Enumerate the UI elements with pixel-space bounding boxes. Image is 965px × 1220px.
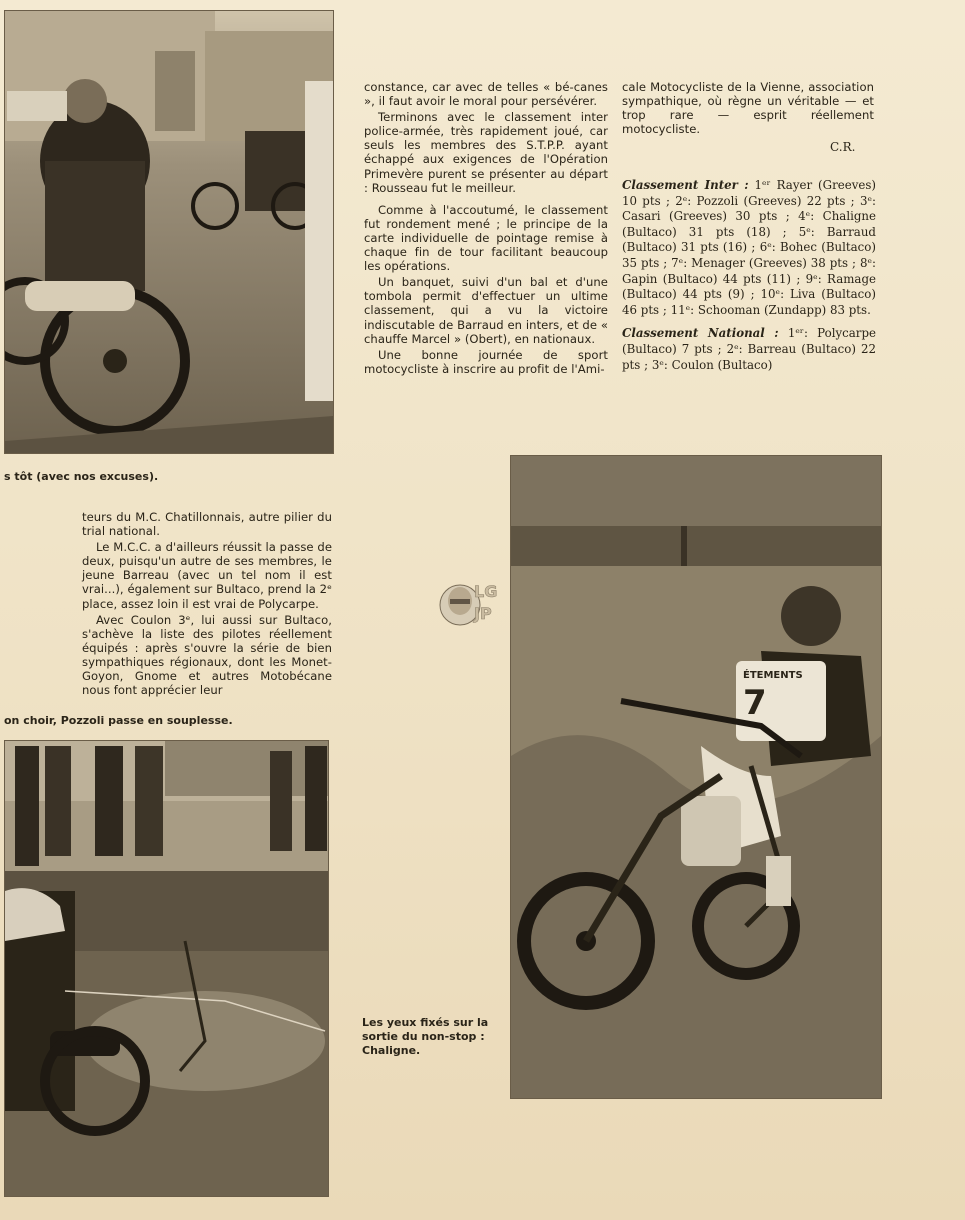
rider-bib-number: 7 — [743, 683, 767, 723]
paragraph: cale Motocycliste de la Vienne, association sympathique, où règne un véritable — et trop rare — esprit réellement motocycliste. — [622, 80, 874, 137]
results-inter-text: 1ᵉʳ Rayer (Greeves) 10 pts ; 2ᵉ: Pozzoli (Greeves) 22 pts ; 3ᵉ: Casari (Greeves) 30 pts ; 4ᵉ: Chaligne (Bultaco) 31 pts (18) ; 5ᵉ: Barraud (Bultaco) 31 pts (16) ; 6ᵉ: Bohec (Bultaco) 35 pts ; 7ᵉ: Menager (Greeves) 38 pts ; 8ᵉ: Gapin (Bultaco) 44 pts (11) ; 9ᵉ: Ramage (Bultaco) 44 pts (9) ; 10ᵉ: Liva (Bultaco) 46 pts ; 11ᵉ: Schooman (Zundapp) 83 pts. — [622, 178, 876, 317]
svg-text:LG: LG — [474, 582, 498, 601]
paragraph: Le M.C.C. a d'ailleurs réussit la passe de deux, puisqu'un autre de ses membres, le jeune Barreau (avec un tel nom il est vrai...), également sur Bultaco, prend la 2ᵉ place, assez loin il est vrai de Polycarpe. — [82, 540, 332, 611]
photo-rider-with-megaphone — [4, 10, 334, 454]
caption-mid-left: on choir, Pozzoli passe en souplesse. — [4, 714, 233, 727]
watermark-stamp — [436, 575, 498, 639]
paragraph: Comme à l'accoutumé, le classement fut rondement mené ; le principe de la carte individuelle de pointage remise à chaque fin de tour facilitant beaucoup les opérations. — [364, 202, 608, 274]
paragraph: constance, car avec de telles « bé-canes », il faut avoir le moral pour persévérer. — [364, 80, 608, 109]
results-national — [622, 326, 876, 373]
results-block — [622, 178, 876, 381]
photo-rider-in-water — [4, 740, 329, 1197]
paragraph: Une bonne journée de sport motocycliste à inscrire au profit de l'Ami- — [364, 347, 608, 376]
paragraph: Terminons avec le classement inter police-armée, très rapidement joué, car seuls les membres des S.T.P.P. ayant échappé aux exigences de l'Opération Primevère purent se présenter au départ : Rousseau fut le meilleur. — [364, 110, 608, 195]
svg-text:JP: JP — [474, 604, 492, 623]
article-column-mid — [82, 510, 332, 699]
bib-sponsor-text: ÉTEMENTS — [743, 670, 803, 681]
photo-rider-chaligne — [510, 455, 882, 1099]
paragraph: Un banquet, suivi d'un bal et d'une tombola permit d'effectuer un ultime classement, qui a vu la victoire indiscutable de Barraud en inters, et de « chauffe Marcel » (Obert), en nationaux. — [364, 275, 608, 346]
results-national-label: Classement National : — [622, 326, 779, 341]
caption-bottom-right: Les yeux fixés sur la sortie du non-stop : Chaligne. — [362, 1016, 489, 1057]
results-national-text: 1ᵉʳ: Polycarpe (Bultaco) 7 pts ; 2ᵉ: Barreau (Bultaco) 22 pts ; 3ᵉ: Coulon (Bultaco) — [622, 326, 876, 372]
author-signature: C.R. — [830, 140, 856, 154]
results-inter-label: Classement Inter : — [622, 178, 749, 192]
results-inter — [622, 178, 876, 318]
caption-top-left: s tôt (avec nos excuses). — [4, 470, 159, 483]
article-column-top — [364, 80, 608, 378]
paragraph: teurs du M.C. Chatillonnais, autre pilier du trial national. — [82, 510, 332, 539]
article-column-right-top — [622, 80, 874, 138]
paragraph: Avec Coulon 3ᵉ, lui aussi sur Bultaco, s'achève la liste des pilotes réellement équipés : après s'ouvre la série de bien sympathiques régionaux, dont les Monet-Goyon, Gnome et autres Motobécane nous font apprécier leur — [82, 612, 332, 698]
